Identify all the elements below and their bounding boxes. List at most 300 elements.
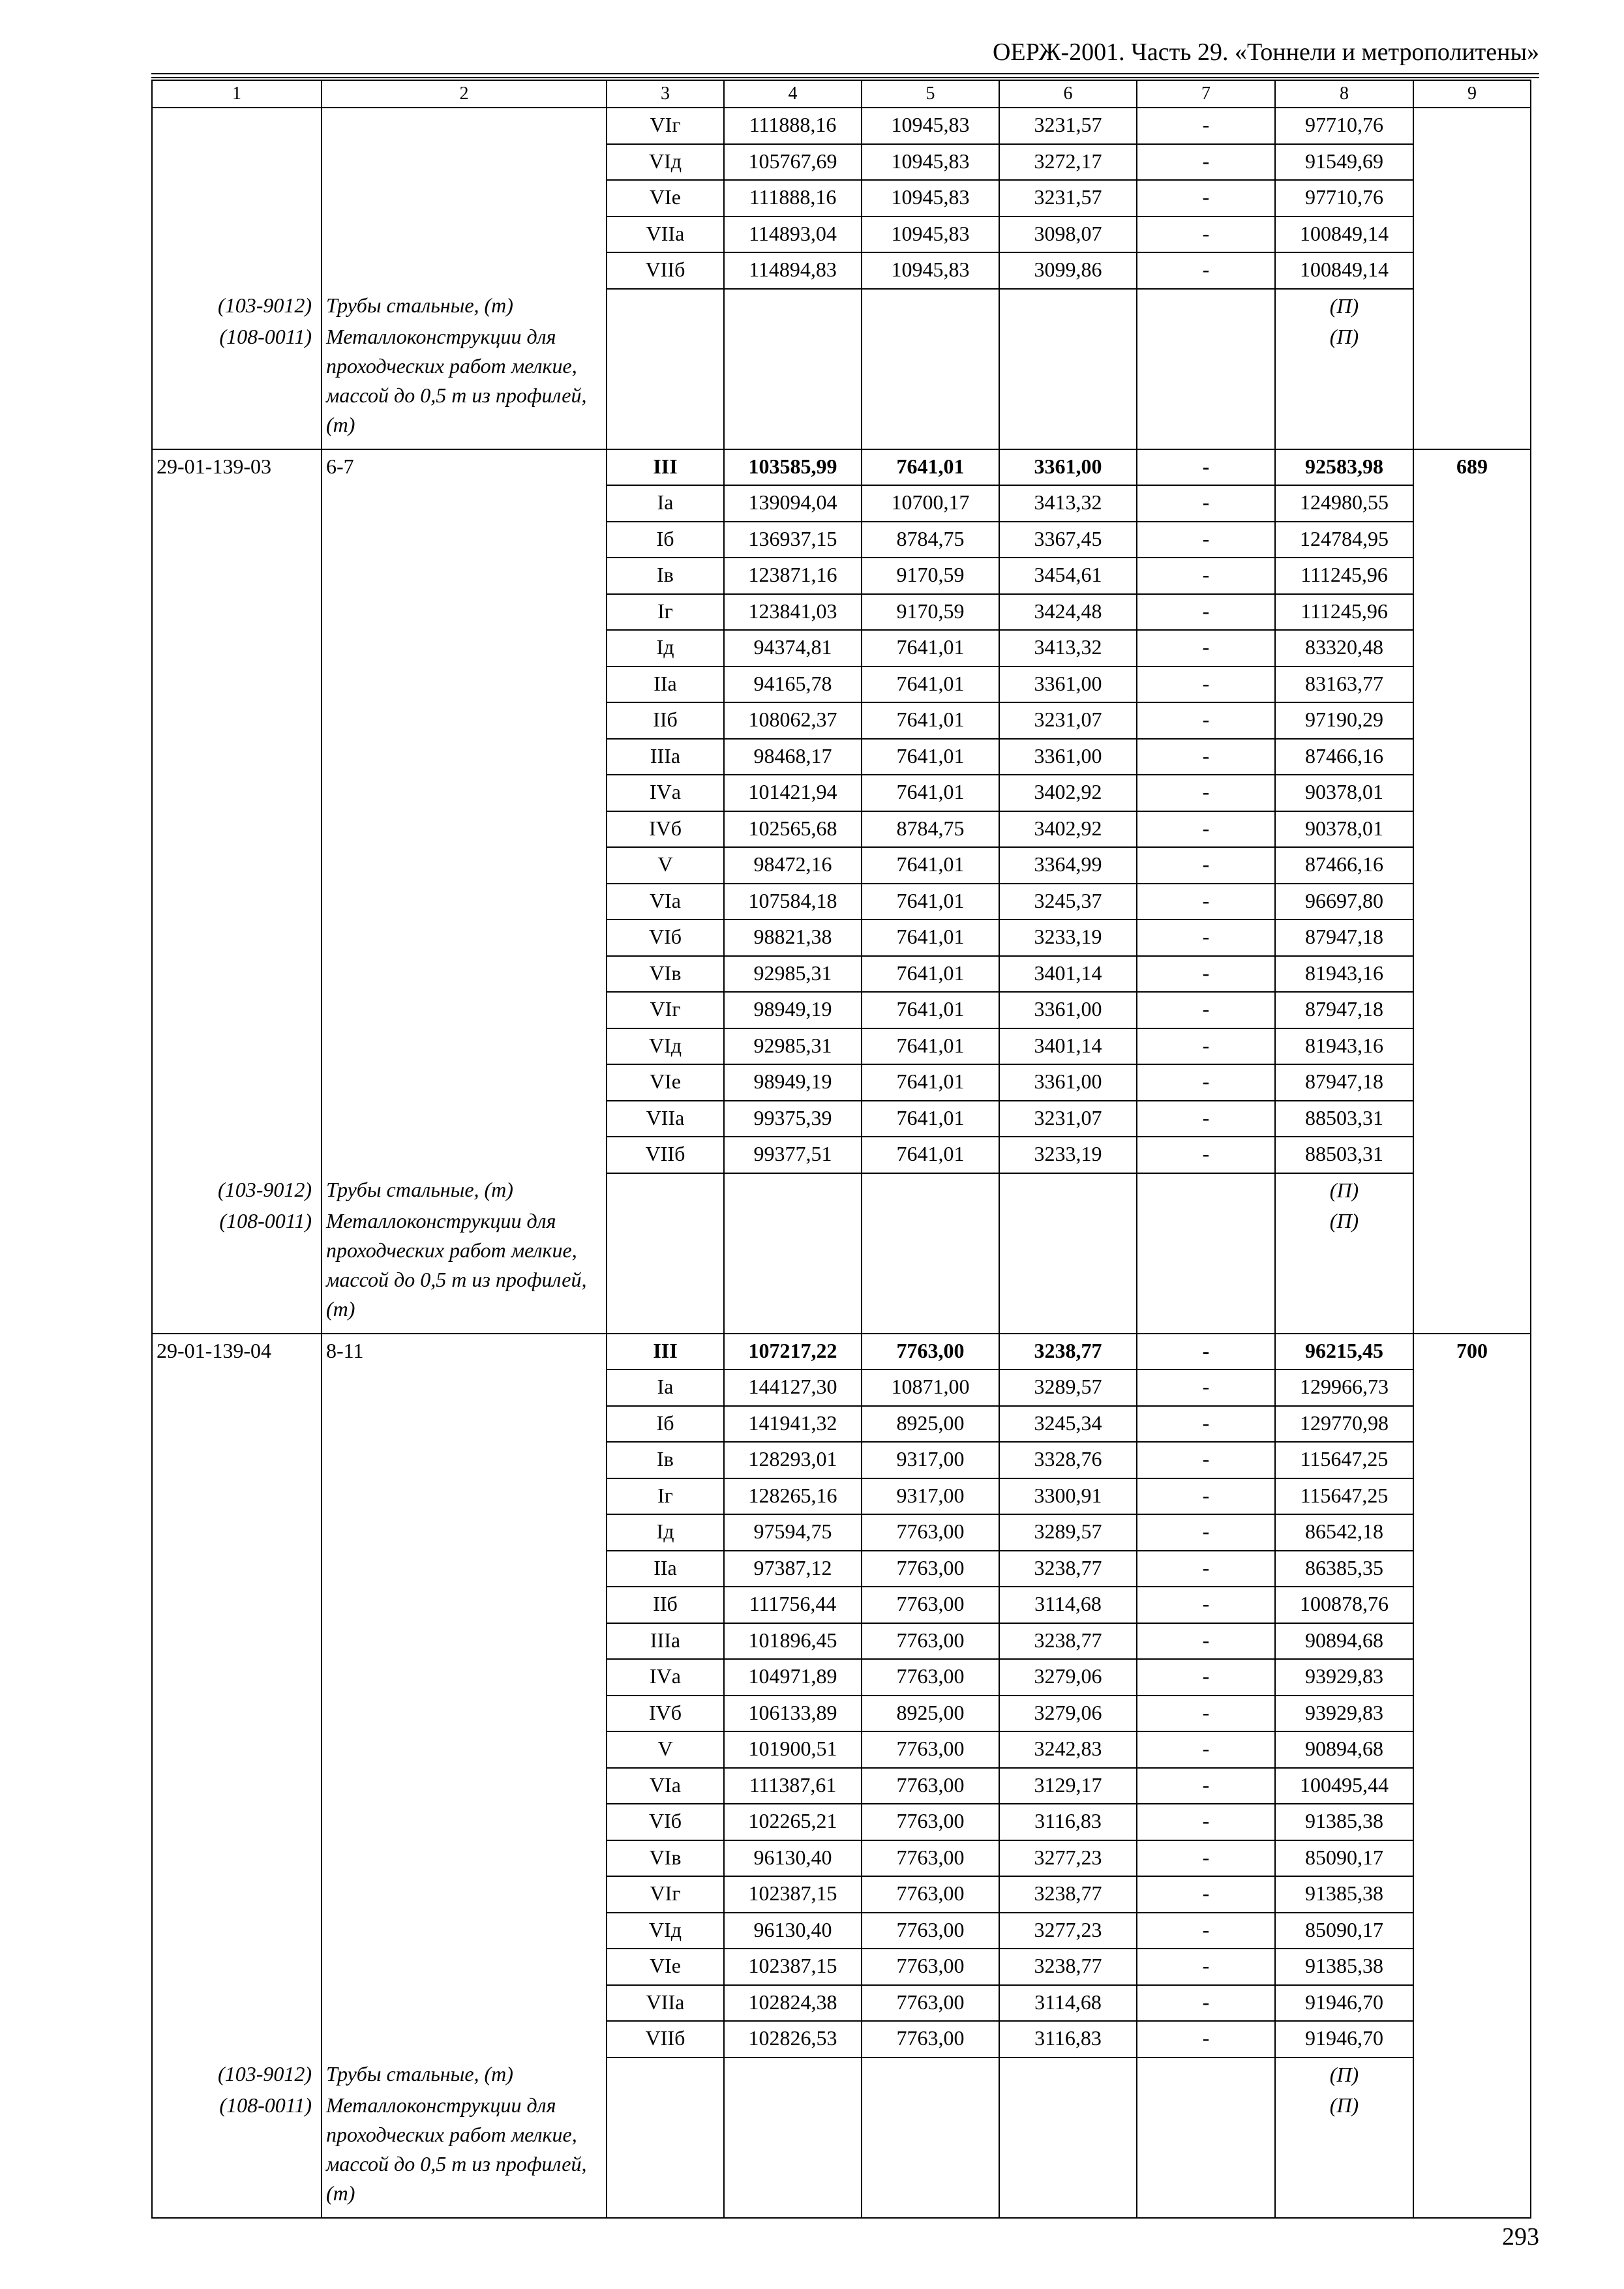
labor-cost-cell <box>1413 1442 1531 1478</box>
empty-cell <box>607 2057 724 2091</box>
empty-cell <box>1413 2091 1531 2218</box>
labor-cost-cell <box>1413 1478 1531 1515</box>
rate-code-cell <box>152 1985 322 2022</box>
empty-cell <box>724 2057 862 2091</box>
resource-value: (П) <box>1275 2091 1413 2218</box>
empty-cell <box>1413 289 1531 322</box>
zone-cell: Iа <box>607 1369 724 1406</box>
machines-cell: 3361,00 <box>999 666 1137 703</box>
zone-cell: IVб <box>607 811 724 848</box>
labor-cost-cell <box>1413 992 1531 1028</box>
description-cell <box>322 1731 607 1768</box>
wages-cell: 8784,75 <box>862 811 999 848</box>
table-row <box>152 485 1531 522</box>
materials-cell: 85090,17 <box>1275 1840 1413 1877</box>
rate-code-cell <box>152 847 322 884</box>
machines-cell: 3238,77 <box>999 1876 1137 1913</box>
empty-cell <box>862 322 999 449</box>
total-cost-cell: 123871,16 <box>724 558 862 594</box>
labor-cost-cell <box>1413 1913 1531 1949</box>
driver-wages-cell: - <box>1137 108 1275 144</box>
table-row <box>152 1334 1531 1370</box>
labor-cost-cell <box>1413 522 1531 558</box>
zone-cell: VIIа <box>607 1101 724 1137</box>
wages-cell: 7641,01 <box>862 1137 999 1173</box>
driver-wages-cell: - <box>1137 1369 1275 1406</box>
resource-name: Металлоконструкции для проходческих работ мелкие, массой до 0,5 т из профилей, (т) <box>322 1206 607 1334</box>
wages-cell: 7641,01 <box>862 992 999 1028</box>
driver-wages-cell: - <box>1137 1442 1275 1478</box>
description-cell <box>322 956 607 993</box>
rate-code-cell: 29-01-139-03 <box>152 449 322 486</box>
rate-code-cell: 29-01-139-04 <box>152 1334 322 1370</box>
wages-cell: 7641,01 <box>862 630 999 666</box>
driver-wages-cell: - <box>1137 775 1275 811</box>
empty-cell <box>724 322 862 449</box>
driver-wages-cell: - <box>1137 1064 1275 1101</box>
materials-cell: 91946,70 <box>1275 2021 1413 2057</box>
machines-cell: 3279,06 <box>999 1659 1137 1696</box>
driver-wages-cell: - <box>1137 1028 1275 1065</box>
empty-cell <box>607 1206 724 1334</box>
empty-cell <box>862 2091 999 2218</box>
machines-cell: 3116,83 <box>999 2021 1137 2057</box>
rate-code-cell <box>152 1101 322 1137</box>
empty-cell <box>999 322 1137 449</box>
total-cost-cell: 139094,04 <box>724 485 862 522</box>
driver-wages-cell: - <box>1137 1985 1275 2022</box>
driver-wages-cell: - <box>1137 1768 1275 1804</box>
description-cell <box>322 1137 607 1173</box>
labor-cost-cell <box>1413 1804 1531 1840</box>
total-cost-cell: 102824,38 <box>724 1985 862 2022</box>
materials-cell: 87466,16 <box>1275 739 1413 775</box>
wages-cell: 7763,00 <box>862 1985 999 2022</box>
rate-code-cell <box>152 522 322 558</box>
rate-code-cell <box>152 1623 322 1660</box>
driver-wages-cell: - <box>1137 180 1275 217</box>
driver-wages-cell: - <box>1137 811 1275 848</box>
zone-cell: III <box>607 449 724 486</box>
labor-cost-cell <box>1413 956 1531 993</box>
table-row <box>152 1137 1531 1173</box>
total-cost-cell: 107217,22 <box>724 1334 862 1370</box>
rates-table <box>151 80 1531 2219</box>
machines-cell: 3279,06 <box>999 1696 1137 1732</box>
column-number: 2 <box>322 80 607 108</box>
wages-cell: 10945,83 <box>862 217 999 253</box>
wages-cell: 7763,00 <box>862 1913 999 1949</box>
resource-name: Металлоконструкции для проходческих работ мелкие, массой до 0,5 т из профилей, (т) <box>322 2091 607 2218</box>
driver-wages-cell: - <box>1137 847 1275 884</box>
zone-cell: VIб <box>607 1804 724 1840</box>
machines-cell: 3401,14 <box>999 956 1137 993</box>
wages-cell: 7641,01 <box>862 956 999 993</box>
driver-wages-cell: - <box>1137 522 1275 558</box>
total-cost-cell: 101900,51 <box>724 1731 862 1768</box>
zone-cell: Iг <box>607 1478 724 1515</box>
wages-cell: 7763,00 <box>862 2021 999 2057</box>
labor-cost-cell <box>1413 847 1531 884</box>
resource-note-row <box>152 1173 1531 1206</box>
rate-code-cell <box>152 1876 322 1913</box>
labor-cost-cell: 700 <box>1413 1334 1531 1370</box>
driver-wages-cell: - <box>1137 702 1275 739</box>
wages-cell: 7763,00 <box>862 1334 999 1370</box>
description-cell <box>322 180 607 217</box>
table-row <box>152 217 1531 253</box>
zone-cell: Iд <box>607 630 724 666</box>
rate-code-cell <box>152 558 322 594</box>
machines-cell: 3364,99 <box>999 847 1137 884</box>
driver-wages-cell: - <box>1137 1876 1275 1913</box>
empty-cell <box>724 1173 862 1206</box>
machines-cell: 3413,32 <box>999 485 1137 522</box>
table-row <box>152 1804 1531 1840</box>
empty-cell <box>862 289 999 322</box>
total-cost-cell: 101896,45 <box>724 1623 862 1660</box>
description-cell <box>322 1442 607 1478</box>
empty-cell <box>999 1173 1137 1206</box>
driver-wages-cell: - <box>1137 1804 1275 1840</box>
machines-cell: 3238,77 <box>999 1949 1137 1985</box>
table-row <box>152 2021 1531 2057</box>
table-row <box>152 702 1531 739</box>
materials-cell: 91385,38 <box>1275 1804 1413 1840</box>
rate-code-cell <box>152 1514 322 1551</box>
zone-cell: VIIа <box>607 217 724 253</box>
resource-note-row <box>152 2091 1531 2218</box>
rate-code-cell <box>152 1064 322 1101</box>
rate-code-cell <box>152 108 322 144</box>
materials-cell: 115647,25 <box>1275 1478 1413 1515</box>
rate-code-cell <box>152 1478 322 1515</box>
rate-code-cell <box>152 485 322 522</box>
labor-cost-cell <box>1413 2021 1531 2057</box>
total-cost-cell: 128265,16 <box>724 1478 862 1515</box>
wages-cell: 10700,17 <box>862 485 999 522</box>
materials-cell: 91385,38 <box>1275 1876 1413 1913</box>
empty-cell <box>724 2091 862 2218</box>
labor-cost-cell <box>1413 558 1531 594</box>
driver-wages-cell: - <box>1137 1334 1275 1370</box>
empty-cell <box>1137 2057 1275 2091</box>
rate-code-cell <box>152 2021 322 2057</box>
table-row <box>152 1696 1531 1732</box>
empty-cell <box>607 322 724 449</box>
labor-cost-cell <box>1413 144 1531 181</box>
rate-code-cell <box>152 1551 322 1587</box>
zone-cell: VIг <box>607 1876 724 1913</box>
machines-cell: 3361,00 <box>999 1064 1137 1101</box>
description-cell <box>322 702 607 739</box>
zone-cell: Iб <box>607 522 724 558</box>
zone-cell: Iг <box>607 594 724 631</box>
machines-cell: 3231,07 <box>999 702 1137 739</box>
empty-cell <box>862 1173 999 1206</box>
table-row <box>152 1551 1531 1587</box>
wages-cell: 9317,00 <box>862 1478 999 1515</box>
machines-cell: 3361,00 <box>999 992 1137 1028</box>
table-row <box>152 1659 1531 1696</box>
driver-wages-cell: - <box>1137 1696 1275 1732</box>
description-cell <box>322 1696 607 1732</box>
labor-cost-cell <box>1413 630 1531 666</box>
description-cell <box>322 217 607 253</box>
driver-wages-cell: - <box>1137 217 1275 253</box>
rate-code-cell <box>152 1587 322 1623</box>
table-row <box>152 956 1531 993</box>
table-row <box>152 884 1531 920</box>
labor-cost-cell <box>1413 739 1531 775</box>
description-cell <box>322 630 607 666</box>
column-number: 9 <box>1413 80 1531 108</box>
table-row <box>152 1514 1531 1551</box>
materials-cell: 124980,55 <box>1275 485 1413 522</box>
labor-cost-cell <box>1413 217 1531 253</box>
materials-cell: 87947,18 <box>1275 992 1413 1028</box>
empty-cell <box>1137 1206 1275 1334</box>
materials-cell: 90894,68 <box>1275 1731 1413 1768</box>
wages-cell: 7641,01 <box>862 920 999 956</box>
resource-code: (103-9012) <box>152 1173 322 1206</box>
machines-cell: 3401,14 <box>999 1028 1137 1065</box>
machines-cell: 3129,17 <box>999 1768 1137 1804</box>
zone-cell: IVб <box>607 1696 724 1732</box>
resource-note-row <box>152 322 1531 449</box>
description-cell <box>322 594 607 631</box>
wages-cell: 8925,00 <box>862 1406 999 1443</box>
zone-cell: VIб <box>607 920 724 956</box>
resource-value: (П) <box>1275 322 1413 449</box>
labor-cost-cell <box>1413 1551 1531 1587</box>
total-cost-cell: 105767,69 <box>724 144 862 181</box>
table-row <box>152 1949 1531 1985</box>
description-cell <box>322 144 607 181</box>
driver-wages-cell: - <box>1137 630 1275 666</box>
table-row <box>152 144 1531 181</box>
materials-cell: 100849,14 <box>1275 217 1413 253</box>
wages-cell: 7641,01 <box>862 666 999 703</box>
zone-cell: VIIб <box>607 252 724 289</box>
empty-cell <box>1137 322 1275 449</box>
total-cost-cell: 141941,32 <box>724 1406 862 1443</box>
rate-code-cell <box>152 1804 322 1840</box>
column-number-row <box>152 80 1531 108</box>
materials-cell: 115647,25 <box>1275 1442 1413 1478</box>
wages-cell: 10945,83 <box>862 144 999 181</box>
total-cost-cell: 103585,99 <box>724 449 862 486</box>
zone-cell: III <box>607 1334 724 1370</box>
total-cost-cell: 111888,16 <box>724 108 862 144</box>
labor-cost-cell <box>1413 1659 1531 1696</box>
driver-wages-cell: - <box>1137 1587 1275 1623</box>
description-cell <box>322 1028 607 1065</box>
machines-cell: 3277,23 <box>999 1913 1137 1949</box>
zone-cell: IIа <box>607 666 724 703</box>
column-number: 4 <box>724 80 862 108</box>
driver-wages-cell: - <box>1137 666 1275 703</box>
labor-cost-cell <box>1413 594 1531 631</box>
zone-cell: VIг <box>607 108 724 144</box>
labor-cost-cell <box>1413 884 1531 920</box>
labor-cost-cell <box>1413 1137 1531 1173</box>
total-cost-cell: 102826,53 <box>724 2021 862 2057</box>
wages-cell: 7763,00 <box>862 1623 999 1660</box>
labor-cost-cell <box>1413 252 1531 289</box>
description-cell <box>322 666 607 703</box>
table-row <box>152 1442 1531 1478</box>
machines-cell: 3238,77 <box>999 1334 1137 1370</box>
total-cost-cell: 98949,19 <box>724 992 862 1028</box>
empty-cell <box>607 1173 724 1206</box>
rate-code-cell <box>152 1913 322 1949</box>
total-cost-cell: 111888,16 <box>724 180 862 217</box>
machines-cell: 3114,68 <box>999 1985 1137 2022</box>
zone-cell: Iа <box>607 485 724 522</box>
resource-name: Трубы стальные, (т) <box>322 1173 607 1206</box>
labor-cost-cell <box>1413 1985 1531 2022</box>
description-cell <box>322 1064 607 1101</box>
total-cost-cell: 102387,15 <box>724 1876 862 1913</box>
materials-cell: 88503,31 <box>1275 1137 1413 1173</box>
total-cost-cell: 92985,31 <box>724 1028 862 1065</box>
rate-code-cell <box>152 1949 322 1985</box>
description-cell <box>322 1551 607 1587</box>
machines-cell: 3116,83 <box>999 1804 1137 1840</box>
machines-cell: 3402,92 <box>999 811 1137 848</box>
empty-cell <box>1137 289 1275 322</box>
materials-cell: 91549,69 <box>1275 144 1413 181</box>
machines-cell: 3245,34 <box>999 1406 1137 1443</box>
materials-cell: 96215,45 <box>1275 1334 1413 1370</box>
description-cell <box>322 1985 607 2022</box>
machines-cell: 3242,83 <box>999 1731 1137 1768</box>
driver-wages-cell: - <box>1137 1514 1275 1551</box>
table-row <box>152 920 1531 956</box>
zone-cell: VIг <box>607 992 724 1028</box>
description-cell <box>322 485 607 522</box>
zone-cell: VIв <box>607 1840 724 1877</box>
resource-code: (108-0011) <box>152 1206 322 1334</box>
rate-code-cell <box>152 920 322 956</box>
driver-wages-cell: - <box>1137 1551 1275 1587</box>
driver-wages-cell: - <box>1137 884 1275 920</box>
total-cost-cell: 96130,40 <box>724 1913 862 1949</box>
materials-cell: 88503,31 <box>1275 1101 1413 1137</box>
machines-cell: 3367,45 <box>999 522 1137 558</box>
labor-cost-cell <box>1413 1696 1531 1732</box>
zone-cell: IIа <box>607 1551 724 1587</box>
driver-wages-cell: - <box>1137 992 1275 1028</box>
table-row <box>152 630 1531 666</box>
description-cell <box>322 884 607 920</box>
driver-wages-cell: - <box>1137 449 1275 486</box>
table-row <box>152 1028 1531 1065</box>
materials-cell: 129770,98 <box>1275 1406 1413 1443</box>
wages-cell: 7641,01 <box>862 702 999 739</box>
wages-cell: 7641,01 <box>862 884 999 920</box>
total-cost-cell: 92985,31 <box>724 956 862 993</box>
total-cost-cell: 106133,89 <box>724 1696 862 1732</box>
description-cell <box>322 1659 607 1696</box>
rate-code-cell <box>152 956 322 993</box>
wages-cell: 7763,00 <box>862 1587 999 1623</box>
total-cost-cell: 101421,94 <box>724 775 862 811</box>
description-cell <box>322 1587 607 1623</box>
rate-code-cell <box>152 992 322 1028</box>
total-cost-cell: 123841,03 <box>724 594 862 631</box>
materials-cell: 81943,16 <box>1275 956 1413 993</box>
empty-cell <box>607 289 724 322</box>
wages-cell: 8925,00 <box>862 1696 999 1732</box>
materials-cell: 90378,01 <box>1275 811 1413 848</box>
materials-cell: 97710,76 <box>1275 180 1413 217</box>
description-cell <box>322 1101 607 1137</box>
materials-cell: 96697,80 <box>1275 884 1413 920</box>
description-cell <box>322 1406 607 1443</box>
materials-cell: 97190,29 <box>1275 702 1413 739</box>
rate-code-cell <box>152 630 322 666</box>
materials-cell: 97710,76 <box>1275 108 1413 144</box>
zone-cell: Iд <box>607 1514 724 1551</box>
total-cost-cell: 94374,81 <box>724 630 862 666</box>
column-number: 6 <box>999 80 1137 108</box>
wages-cell: 7641,01 <box>862 1101 999 1137</box>
driver-wages-cell: - <box>1137 920 1275 956</box>
total-cost-cell: 98468,17 <box>724 739 862 775</box>
wages-cell: 10945,83 <box>862 252 999 289</box>
description-cell <box>322 1949 607 1985</box>
total-cost-cell: 114894,83 <box>724 252 862 289</box>
materials-cell: 91946,70 <box>1275 1985 1413 2022</box>
labor-cost-cell <box>1413 1731 1531 1768</box>
description-cell <box>322 1623 607 1660</box>
materials-cell: 100495,44 <box>1275 1768 1413 1804</box>
machines-cell: 3300,91 <box>999 1478 1137 1515</box>
labor-cost-cell <box>1413 1623 1531 1660</box>
machines-cell: 3231,57 <box>999 180 1137 217</box>
table-row <box>152 108 1531 144</box>
empty-cell <box>1413 2057 1531 2091</box>
rate-code-cell <box>152 1028 322 1065</box>
zone-cell: VIв <box>607 956 724 993</box>
wages-cell: 10871,00 <box>862 1369 999 1406</box>
header-rule-double <box>151 77 1539 78</box>
table-row <box>152 1369 1531 1406</box>
total-cost-cell: 114893,04 <box>724 217 862 253</box>
resource-note-row <box>152 2057 1531 2091</box>
materials-cell: 85090,17 <box>1275 1913 1413 1949</box>
materials-cell: 91385,38 <box>1275 1949 1413 1985</box>
driver-wages-cell: - <box>1137 1659 1275 1696</box>
machines-cell: 3361,00 <box>999 739 1137 775</box>
zone-cell: IVа <box>607 1659 724 1696</box>
description-cell <box>322 2021 607 2057</box>
machines-cell: 3231,57 <box>999 108 1137 144</box>
description-cell <box>322 1804 607 1840</box>
driver-wages-cell: - <box>1137 956 1275 993</box>
machines-cell: 3098,07 <box>999 217 1137 253</box>
wages-cell: 7641,01 <box>862 739 999 775</box>
materials-cell: 93929,83 <box>1275 1696 1413 1732</box>
wages-cell: 7641,01 <box>862 775 999 811</box>
zone-cell: IVа <box>607 775 724 811</box>
driver-wages-cell: - <box>1137 1478 1275 1515</box>
empty-cell <box>607 2091 724 2218</box>
description-cell <box>322 1478 607 1515</box>
empty-cell <box>862 2057 999 2091</box>
